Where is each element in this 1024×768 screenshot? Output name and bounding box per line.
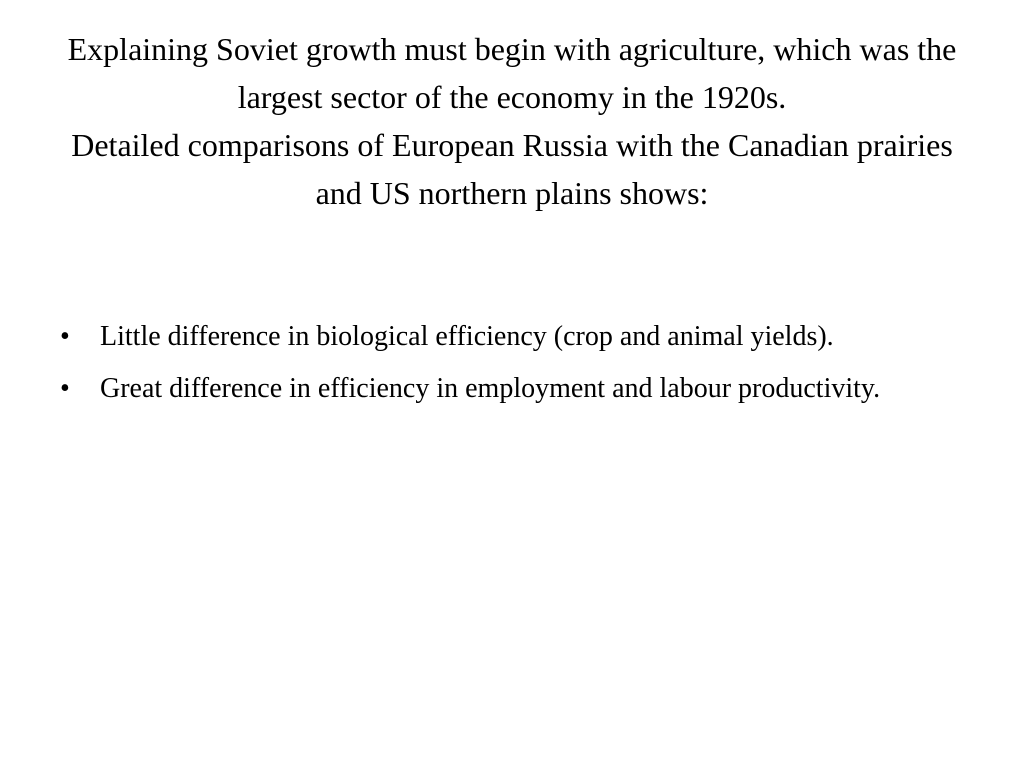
bullet-text: Great difference in efficiency in employment and labour productivity. bbox=[100, 373, 881, 404]
slide-title bbox=[60, 25, 964, 217]
title-line-1: Explaining Soviet growth must begin with agriculture, which was the largest sector of the economy in the 1920s. bbox=[67, 31, 957, 115]
bullet-item bbox=[60, 318, 940, 356]
bullet-text: Little difference in biological efficiency (crop and animal yields). bbox=[100, 321, 834, 352]
bullet-item bbox=[60, 370, 940, 408]
bullet-marker-icon: • bbox=[60, 321, 70, 352]
bullet-list bbox=[60, 318, 940, 422]
bullet-marker-icon: • bbox=[60, 373, 70, 404]
title-line-2: Detailed comparisons of European Russia with the Canadian prairies and US northern plains shows: bbox=[71, 127, 953, 211]
